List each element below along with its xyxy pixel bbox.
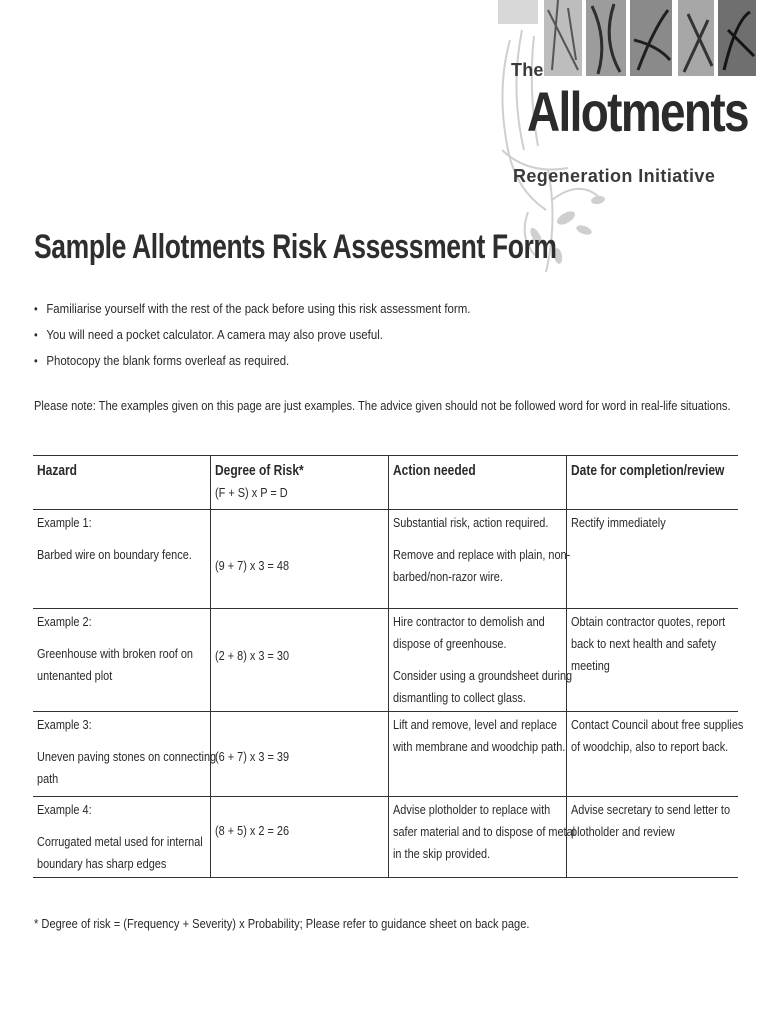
date-text: plotholder and review: [570, 824, 675, 839]
action-text: dispose of greenhouse.: [392, 636, 507, 651]
risk-value: (9 + 7) x 3 = 48: [214, 558, 289, 573]
action-text: barbed/non-razor wire.: [392, 569, 503, 584]
header-action-needed: Action needed: [388, 456, 566, 480]
action-text: dismantling to collect glass.: [392, 690, 526, 705]
action-text: Lift and remove, level and replace: [392, 717, 557, 732]
table-header-row: [33, 456, 738, 480]
table-row: [33, 609, 738, 712]
hazard-text: path: [37, 771, 59, 786]
bullet-icon: •: [34, 354, 38, 368]
date-text: Advise secretary to send letter to: [570, 802, 730, 817]
risk-value: (6 + 7) x 3 = 39: [214, 749, 289, 764]
disclaimer-note: Please note: The examples given on this page are just examples. The advice given should not be followed word for word in real-life situations.: [34, 398, 731, 413]
table-row: [33, 510, 738, 609]
action-text: Consider using a groundsheet during: [392, 668, 572, 683]
action-text: safer material and to dispose of metal: [392, 824, 575, 839]
hazard-text: untenanted plot: [37, 668, 113, 683]
bullet-icon: •: [34, 302, 38, 316]
logo-subtitle: Regeneration Initiative: [513, 166, 716, 186]
logo-the: The: [511, 60, 544, 80]
formula-row: [33, 479, 738, 510]
date-text: Rectify immediately: [570, 515, 666, 530]
action-text: Remove and replace with plain, non-: [392, 547, 570, 562]
footnote: * Degree of risk = (Frequency + Severity) x Probability; Please refer to guidance sheet on back page.: [34, 916, 530, 931]
example-label: Example 4:: [37, 802, 92, 817]
date-text: back to next health and safety: [570, 636, 716, 651]
instruction-item: [34, 348, 470, 374]
example-label: Example 2:: [37, 614, 92, 629]
page-title: Sample Allotments Risk Assessment Form: [34, 228, 557, 266]
instruction-item: [34, 296, 470, 322]
action-text: Substantial risk, action required.: [392, 515, 548, 530]
instruction-list: [34, 296, 530, 374]
action-text: Hire contractor to demolish and: [392, 614, 545, 629]
header-hazard: Hazard: [33, 456, 210, 480]
example-label: Example 1:: [37, 515, 92, 530]
example-label: Example 3:: [37, 717, 92, 732]
instruction-text: Familiarise yourself with the rest of the pack before using this risk assessment form.: [46, 301, 471, 316]
risk-value: (8 + 5) x 2 = 26: [214, 823, 289, 838]
hazard-text: Uneven paving stones on connecting: [37, 749, 217, 764]
bullet-icon: •: [34, 328, 38, 342]
table-row: [33, 797, 738, 878]
instruction-text: Photocopy the blank forms overleaf as required.: [46, 353, 290, 368]
risk-formula: (F + S) x P = D: [210, 479, 388, 510]
hazard-text: boundary has sharp edges: [37, 856, 167, 871]
risk-assessment-table: [33, 455, 743, 878]
date-text: Contact Council about free supplies: [570, 717, 743, 732]
header-date-review: Date for completion/review: [566, 456, 738, 480]
risk-value: (2 + 8) x 3 = 30: [214, 648, 289, 663]
logo-wordmark: Allotments: [527, 80, 748, 143]
action-text: in the skip provided.: [392, 846, 490, 861]
table-row: [33, 712, 738, 797]
date-text: meeting: [570, 658, 610, 673]
date-text: Obtain contractor quotes, report: [570, 614, 725, 629]
hazard-text: Corrugated metal used for internal: [37, 834, 203, 849]
hazard-text: Barbed wire on boundary fence.: [37, 547, 192, 562]
instruction-text: You will need a pocket calculator. A camera may also prove useful.: [46, 327, 383, 342]
action-text: Advise plotholder to replace with: [392, 802, 550, 817]
instruction-item: [34, 322, 470, 348]
header-degree-of-risk: Degree of Risk*: [210, 456, 388, 480]
hazard-text: Greenhouse with broken roof on: [37, 646, 194, 661]
date-text: of woodchip, also to report back.: [570, 739, 728, 754]
action-text: with membrane and woodchip path.: [392, 739, 565, 754]
